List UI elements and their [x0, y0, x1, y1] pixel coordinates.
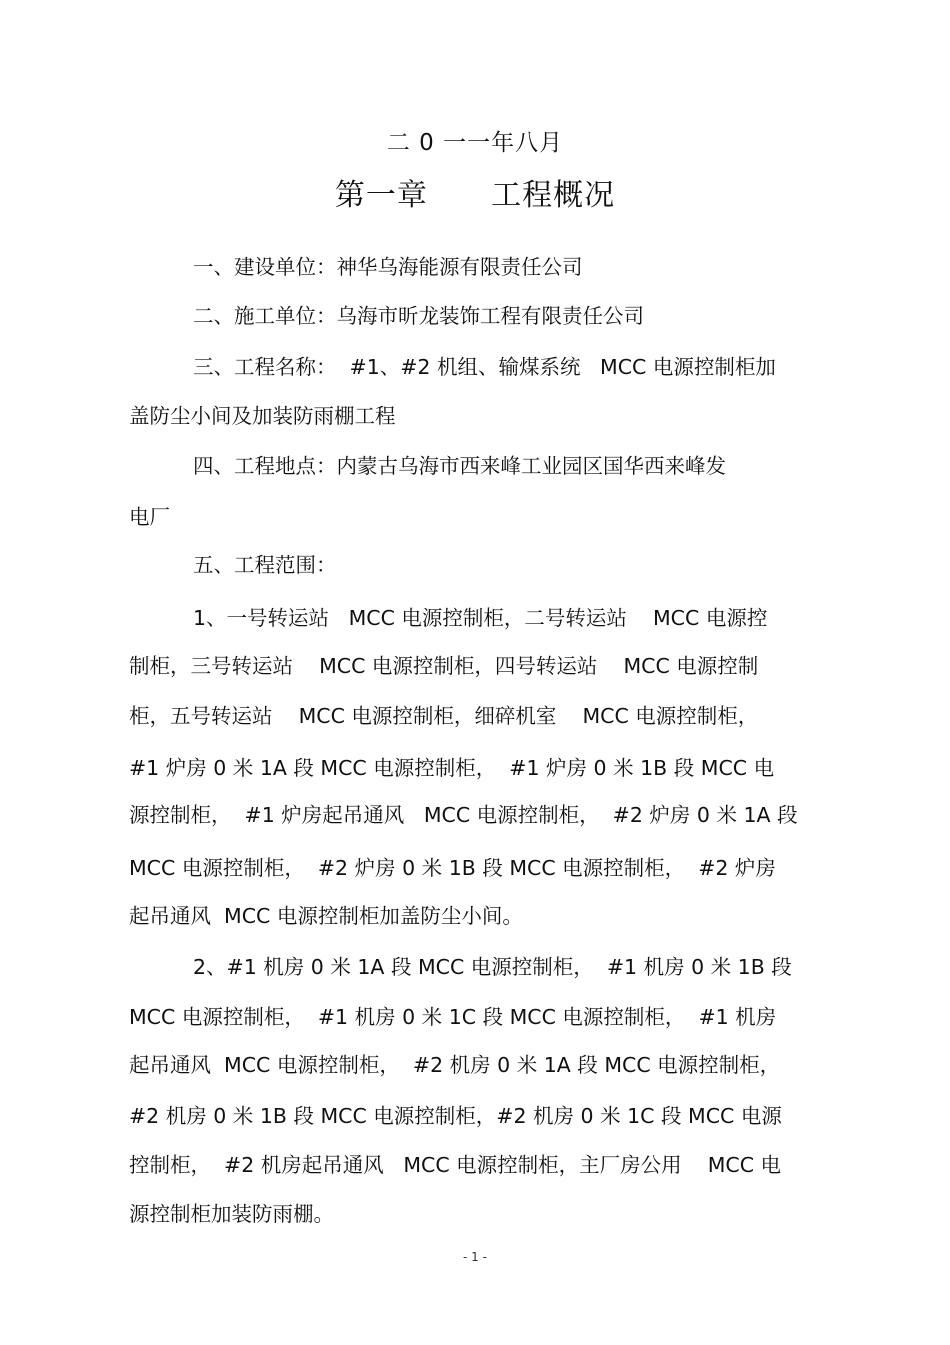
scope-p2-line: 2、#1 机房 0 米 1A 段 MCC 电源控制柜， #1 机房 0 米 1B 段 — [193, 955, 792, 979]
document-date: 二 0 一一年八月 — [386, 130, 564, 156]
scope-p1-line: #1 炉房 0 米 1A 段 MCC 电源控制柜， #1 炉房 0 米 1B 段 MCC 电 — [129, 756, 775, 780]
overview-item-project-name: 三、工程名称： #1、#2 机组、输煤系统 MCC 电源控制柜加 — [193, 355, 776, 379]
overview-item-scope: 五、工程范围： — [193, 553, 337, 577]
overview-item-project-name-cont: 盖防尘小间及加装防雨棚工程 — [129, 404, 396, 428]
scope-p1-line: 起吊通风 MCC 电源控制柜加盖防尘小间。 — [129, 904, 523, 928]
overview-item-location-cont: 电厂 — [129, 505, 170, 529]
page-number: - 1 - — [463, 1250, 487, 1264]
scope-p1-line: 柜，五号转运站 MCC 电源控制柜，细碎机室 MCC 电源控制柜， — [129, 704, 759, 728]
overview-item-location: 四、工程地点：内蒙古乌海市西来峰工业园区国华西来峰发 — [193, 454, 726, 478]
scope-p2-line: #2 机房 0 米 1B 段 MCC 电源控制柜，#2 机房 0 米 1C 段 MCC 电源 — [129, 1104, 782, 1128]
scope-p1-line: 制柜，三号转运站 MCC 电源控制柜，四号转运站 MCC 电源控制 — [129, 654, 759, 678]
scope-p2-line: 起吊通风 MCC 电源控制柜， #2 机房 0 米 1A 段 MCC 电源控制柜， — [129, 1053, 781, 1077]
overview-item-owner: 一、建设单位：神华乌海能源有限责任公司 — [193, 255, 583, 279]
scope-p1-line: MCC 电源控制柜， #2 炉房 0 米 1B 段 MCC 电源控制柜， #2 炉房 — [129, 856, 776, 880]
chapter-title: 第一章 工程概况 — [334, 178, 616, 213]
scope-p2-line: 控制柜， #2 机房起吊通风 MCC 电源控制柜，主厂房公用 MCC 电 — [129, 1153, 782, 1177]
scope-p1-line: 源控制柜， #1 炉房起吊通风 MCC 电源控制柜， #2 炉房 0 米 1A 段 — [129, 803, 798, 827]
scope-p2-line: 源控制柜加装防雨棚。 — [129, 1202, 334, 1226]
scope-p2-line: MCC 电源控制柜， #1 机房 0 米 1C 段 MCC 电源控制柜， #1 机房 — [129, 1005, 777, 1029]
overview-item-contractor: 二、施工单位：乌海市昕龙装饰工程有限责任公司 — [193, 304, 644, 328]
scope-p1-line: 1、一号转运站 MCC 电源控制柜，二号转运站 MCC 电源控 — [193, 606, 768, 630]
